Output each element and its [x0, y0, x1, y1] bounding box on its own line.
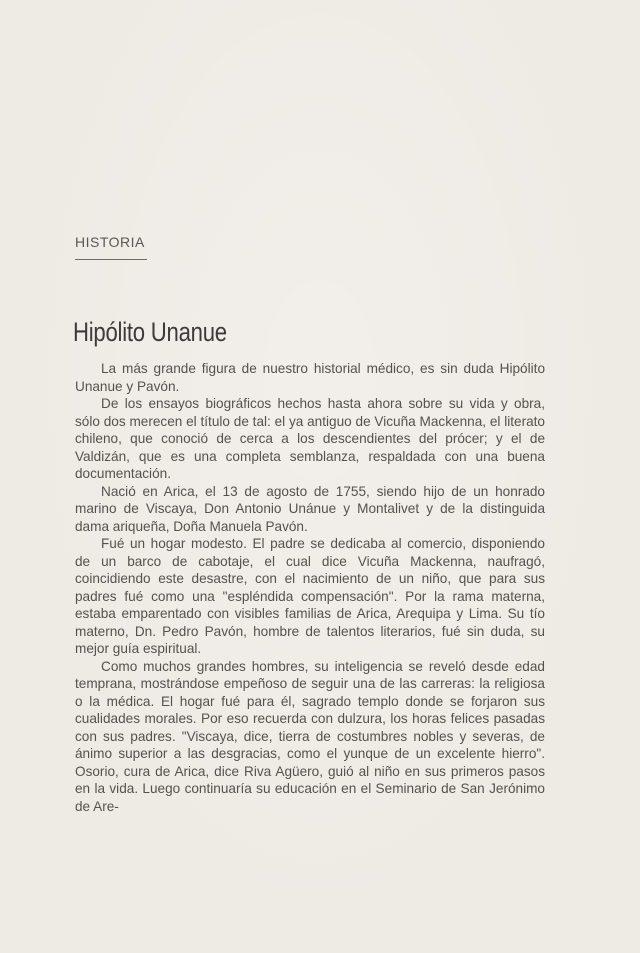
- section-divider: [75, 259, 147, 260]
- paragraph: Como muchos grandes hombres, su inteligencia se reveló desde edad temprana, mostrándose empeñoso de seguir una de las carreras: la religiosa o la médica. El hogar fué para él, sagrado templo donde se forjaron sus cualidades morales. Por eso recuerda con dulzura, los horas felices pasadas con sus padres. "Viscaya, dice, tierra de costumbres nobles y severas, de ánimo superior a las desgracias, como el yunque de un excelente hierro". Osorio, cura de Arica, dice Riva Agüero, guió al niño en sus primeros pasos en la vida. Luego continuaría su educación en el Seminario de San Jerónimo de Are-: [75, 658, 545, 814]
- paragraph: Nació en Arica, el 13 de agosto de 1755, siendo hijo de un honrado marino de Viscaya, Don Antonio Unánue y Montalivet y de la distinguida dama ariqueña, Doña Manuela Pavón.: [75, 483, 545, 534]
- article-title: Hipólito Unanue: [73, 317, 227, 347]
- paragraph: Fué un hogar modesto. El padre se dedicaba al comercio, disponiendo de un barco de cabotaje, el cual dice Vicuña Mackenna, naufragó, coincidiendo este desastre, con el nacimiento de un niño, que para sus padres fué como una "espléndida compensación". Por la rama materna, estaba emparentado con visibles familias de Arica, Arequipa y Lima. Su tío materno, Dn. Pedro Pavón, hombre de talentos literarios, fué sin duda, su mejor guía espiritual.: [75, 536, 545, 656]
- section-label: HISTORIA: [75, 234, 145, 250]
- paragraph: La más grande figura de nuestro historial médico, es sin duda Hipólito Unanue y Pavón.: [75, 361, 545, 394]
- article-body: [75, 360, 545, 815]
- paragraph: De los ensayos biográficos hechos hasta ahora sobre su vida y obra, sólo dos merecen el título de tal: el ya antiguo de Vicuña Mackenna, el literato chileno, que conoció de cerca a los descendientes del prócer; y el de Valdizán, que es una completa semblanza, respaldada con una buena documentación.: [75, 396, 545, 481]
